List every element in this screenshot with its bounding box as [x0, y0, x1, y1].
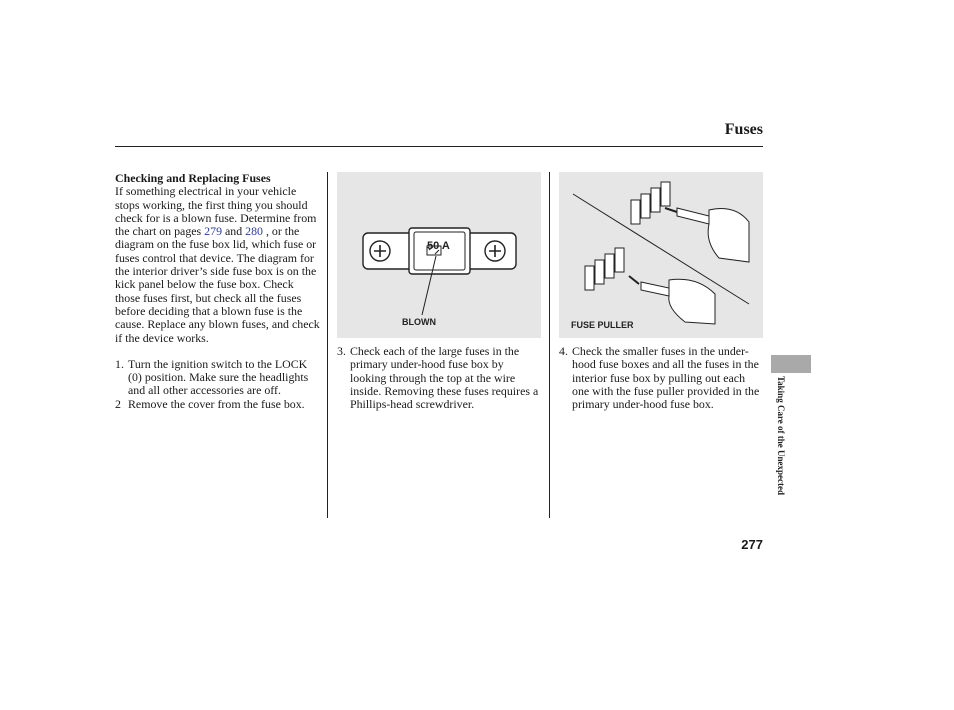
intro-and: and: [225, 224, 243, 239]
chapter-tab: [771, 355, 811, 373]
page-link-279[interactable]: 279: [204, 224, 223, 239]
step-3: [337, 345, 541, 411]
step-4: [559, 345, 763, 411]
fuse-diagram: [337, 172, 541, 338]
intro-text-end: , or the diagram on the fuse box lid, which fuse or fuses control that device. The diagram for the interior driver’s side fuse box is on the kick panel below the fuse box. Check those fuses first, but check all the fuses before deciding that a blown fuse is the cause. Replace any blown fuses, and check if the device works.: [115, 224, 320, 345]
step-text: Turn the ignition switch to the LOCK (0) position. Make sure the headlights and all other accessories are off.: [128, 356, 309, 398]
step-2: [115, 398, 321, 411]
column-middle: [337, 345, 541, 411]
column-right: [559, 345, 763, 411]
fuse-puller-illustration: [559, 172, 763, 338]
step-number: 2: [115, 396, 121, 411]
step-text: Check the smaller fuses in the under-hood fuse boxes and all the fuses in the interior fuse box by pulling out each one with the fuse puller provided in the primary under-hood fuse box.: [572, 344, 760, 412]
step-number: 4.: [559, 344, 568, 358]
step-text: Check each of the large fuses in the primary under-hood fuse box by looking through the top at the wire inside. Removing these fuses requires a Phillips-head screwdriver.: [350, 344, 539, 412]
blown-fuse-illustration: [337, 172, 541, 338]
page-number: 277: [741, 537, 763, 552]
fuse-puller-diagram: [559, 172, 763, 338]
step-number: 3.: [337, 344, 346, 358]
blown-label: BLOWN: [402, 317, 436, 327]
fuse-puller-label: FUSE PULLER: [571, 320, 634, 330]
column-left: [115, 172, 321, 411]
chapter-side-label: Taking Care of the Unexpected: [776, 376, 786, 495]
step-text: Remove the cover from the fuse box.: [128, 396, 305, 411]
page-title: Fuses: [724, 121, 763, 138]
section-heading: Checking and Replacing Fuses: [115, 171, 271, 185]
column-divider: [549, 172, 550, 518]
column-divider: [327, 172, 328, 518]
fuse-rating: 50 A: [427, 240, 450, 252]
step-1: [115, 358, 321, 398]
title-divider: [115, 146, 763, 147]
intro-text-start: If something electrical in your vehicle stops working, the first thing you should check for is a blown fuse. Determine from the chart on pages: [115, 184, 317, 239]
page-link-280[interactable]: 280: [245, 224, 263, 239]
step-number: 1.: [115, 356, 124, 371]
intro-paragraph: [115, 185, 321, 345]
